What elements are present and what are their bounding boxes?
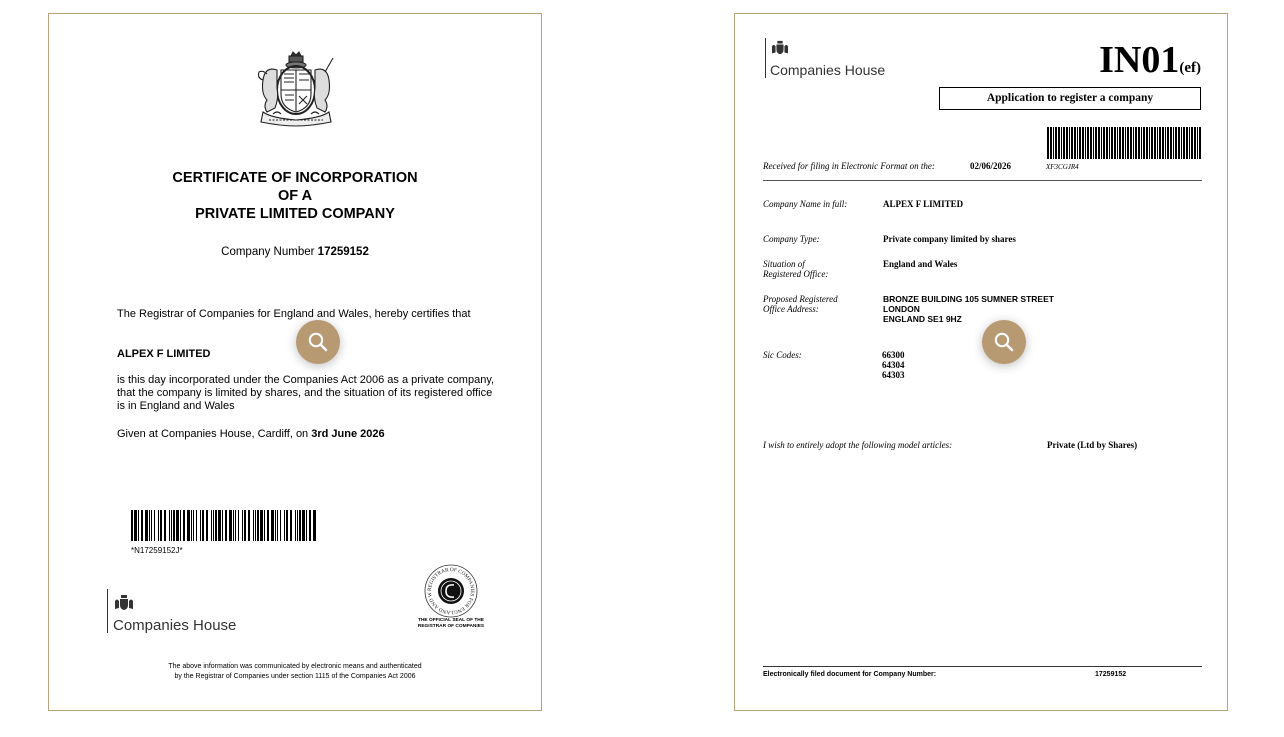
seal-caption-line2: REGISTRAR OF COMPANIES: [417, 623, 485, 629]
certificate-zoom-button[interactable]: [296, 320, 340, 364]
certificate-footer-line1: The above information was communicated by electronic means and authenticated: [168, 663, 422, 670]
seal-caption: [401, 618, 501, 629]
received-label: Received for filing in Electronic Format on the:: [763, 161, 935, 171]
magnifier-icon: [993, 331, 1015, 353]
situation-label: Situation of Registered Office:: [763, 259, 829, 279]
certify-text: The Registrar of Companies for England and Wales, hereby certifies that: [117, 308, 471, 320]
address-line: LONDON: [883, 304, 920, 314]
form-code-suffix: (ef): [1179, 60, 1201, 76]
form-crest-icon: [770, 40, 790, 56]
given-line: [117, 428, 385, 440]
certificate-title-line3: PRIVATE LIMITED COMPANY: [195, 206, 395, 222]
certificate-footer: [49, 662, 541, 682]
sic-code: 64303: [882, 370, 905, 380]
form-footer-label: Electronically filed document for Company Number:: [763, 671, 937, 678]
sic-code: 66300: [882, 350, 905, 360]
received-date: 02/06/2026: [970, 161, 1012, 171]
articles-value: Private (Ltd by Shares): [1047, 440, 1138, 450]
company-number-label: Company Number: [221, 246, 315, 258]
company-type-value: Private company limited by shares: [883, 234, 1016, 244]
form-zoom-button[interactable]: [982, 320, 1026, 364]
address-label: Proposed Registered Office Address:: [763, 294, 838, 314]
brand-name: Companies House: [113, 617, 237, 634]
given-date: 3rd June 2026: [311, 428, 385, 440]
form-title: Application to register a company: [939, 87, 1201, 110]
certificate-title-line2: OF A: [277, 188, 313, 204]
magnifier-icon: [307, 331, 329, 353]
form-code: [1099, 38, 1201, 82]
form-footer-number: 17259152: [1095, 671, 1127, 678]
sic-codes: [882, 350, 905, 380]
svg-text:REGISTRAR OF COMPANIES FOR ENG: REGISTRAR OF COMPANIES FOR ENGLAND AND W: [426, 566, 476, 616]
header-rule: [763, 180, 1202, 181]
certificate-title-line1: CERTIFICATE OF INCORPORATION: [172, 170, 418, 186]
official-seal-icon: [423, 563, 479, 619]
company-number-line: [49, 246, 541, 258]
given-text: Given at Companies House, Cardiff, on: [117, 428, 309, 440]
certificate-company-name: ALPEX F LIMITED: [117, 348, 211, 360]
form-code-main: IN01: [1099, 39, 1180, 81]
certificate-barcode: [131, 510, 317, 541]
company-number: 17259152: [317, 246, 369, 258]
form-brand-name: Companies House: [770, 62, 886, 78]
company-name-value: ALPEX F LIMITED: [883, 199, 964, 209]
certificate-page[interactable]: [48, 13, 542, 711]
company-name-label: Company Name in full:: [763, 199, 848, 209]
address-value: [883, 294, 1054, 324]
certificate-barcode-text: *N17259152J*: [131, 546, 183, 555]
company-type-label: Company Type:: [763, 234, 820, 244]
footer-rule: [763, 666, 1202, 667]
address-line: ENGLAND SE1 9HZ: [883, 314, 962, 324]
crest-icon: [113, 594, 135, 612]
incorporation-text: is this day incorporated under the Companies Act 2006 as a private company, that the company is limited by shares, and the situation of its registered office is in England and Wales: [117, 374, 495, 412]
royal-coat-of-arms-icon: [251, 50, 341, 128]
in01-form-page[interactable]: [734, 13, 1228, 711]
articles-label: I wish to entirely adopt the following model articles:: [763, 440, 953, 450]
form-brand-divider: [765, 38, 766, 78]
sic-label: Sic Codes:: [763, 350, 802, 360]
form-barcode: [1047, 127, 1201, 159]
address-line: BRONZE BUILDING 105 SUMNER STREET: [883, 294, 1054, 304]
sic-code: 64304: [882, 360, 905, 370]
brand-divider: [107, 589, 108, 633]
certificate-footer-line2: by the Registrar of Companies under section 1115 of the Companies Act 2006: [174, 673, 416, 680]
situation-value: England and Wales: [883, 259, 958, 269]
barcode-code: XF3CGJR4: [1046, 163, 1079, 171]
seal-caption-line1: THE OFFICIAL SEAL OF THE: [418, 618, 484, 623]
